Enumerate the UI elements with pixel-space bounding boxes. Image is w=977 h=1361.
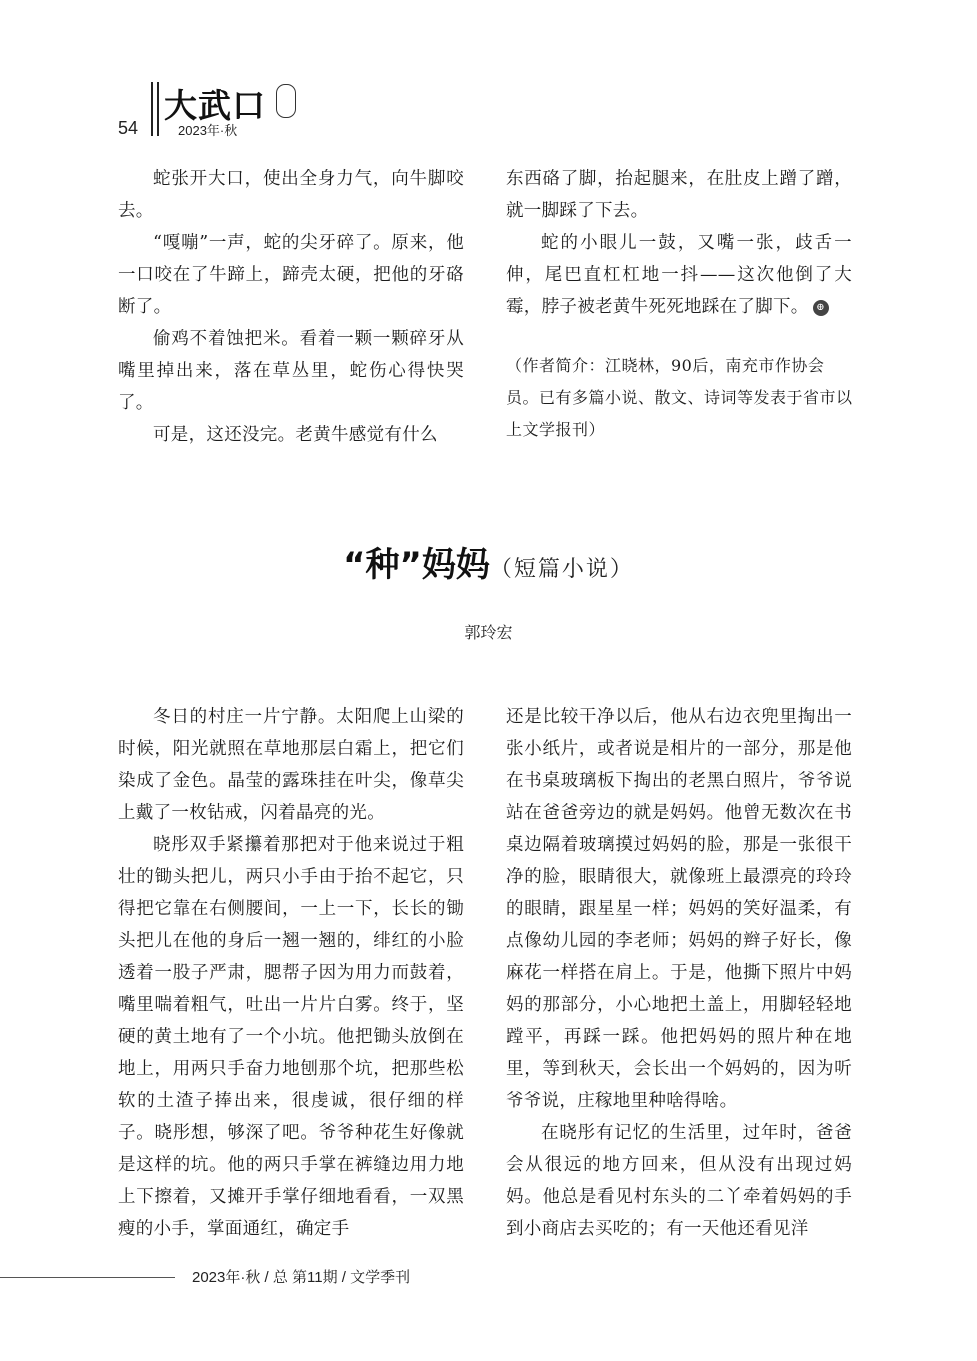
page-header <box>118 80 418 140</box>
seal-icon <box>276 84 296 118</box>
prev-story-column-left <box>118 163 464 451</box>
story-column-left <box>118 701 464 1245</box>
paragraph: 偷鸡不着蚀把米。看着一颗一颗碎牙从嘴里掉出来，落在草丛里，蛇伤心得快哭了。 <box>118 329 464 413</box>
story-author: 郭玲宏 <box>464 623 513 642</box>
page-footer: 2023年·秋 / 总 第11期 / 文学季刊 <box>192 1269 411 1286</box>
magazine-title: 大武口 <box>164 86 266 125</box>
paragraph: 蛇张开大口，使出全身力气，向牛脚咬去。 <box>118 169 464 221</box>
paragraph-text: 蛇的小眼儿一鼓，又嘴一张，歧舌一伸，尾巴直杠杠地一抖——这次他倒了大霉，脖子被老黄牛死死地踩在了脚下。 <box>506 233 852 317</box>
story-title-main: “种”妈妈 <box>343 545 490 585</box>
paragraph: 在晓彤有记忆的生活里，过年时，爸爸会从很远的地方回来，但从没有出现过妈妈。他总是看见村东头的二丫牵着妈妈的手到小商店去买吃的；有一天他还看见洋 <box>506 1123 852 1239</box>
paragraph: “嘎嘣”一声，蛇的尖牙碎了。原来，他一口咬在了牛蹄上，蹄壳太硬，把他的牙硌断了。 <box>118 233 464 317</box>
paragraph: 可是，这还没完。老黄牛感觉有什么 <box>153 425 438 445</box>
author-bio: （作者简介：江晓林，90后，南充市作协会员。已有多篇小说、散文、诗词等发表于省市以上文学报刊） <box>506 356 853 439</box>
paragraph: 晓彤双手紧攥着那把对于他来说过于粗壮的锄头把儿，两只小手由于抬不起它，只得把它靠在右侧腰间，一上一下，长长的锄头把儿在他的身后一翘一翘的，绯红的小脸透着一股子严肃，腮帮子因为用力而鼓着，嘴里喘着粗气，吐出一片片白雾。终于，坚硬的黄土地有了一个小坑。他把锄头放倒在地上，用两只手奋力地刨那个坑，把那些松软的土渣子捧出来，很虔诚，很仔细的样子。晓彤想，够深了吧。爷爷种花生好像就是这样的坑。他的两只手掌在裤缝边用力地上下擦着，又摊开手掌仔细地看看，一双黑瘦的小手，掌面通红，确定手 <box>118 835 464 1239</box>
paragraph: 冬日的村庄一片宁静。太阳爬上山梁的时候，阳光就照在草地那层白霜上，把它们染成了金色。晶莹的露珠挂在叶尖，像草尖上戴了一枚钻戒，闪着晶亮的光。 <box>118 707 464 823</box>
story-title <box>0 537 977 586</box>
story-subtitle: （短篇小说） <box>489 557 634 582</box>
paragraph-continued: 东西硌了脚，抬起腿来，在肚皮上蹭了蹭，就一脚踩了下去。 <box>506 169 852 221</box>
paragraph-continued: 还是比较干净以后，他从右边衣兜里掏出一张小纸片，或者说是相片的一部分，那是他在书桌玻璃板下掏出的老黑白照片，爷爷说站在爸爸旁边的就是妈妈。他曾无数次在书桌边隔着玻璃摸过妈妈的脸，那是一张很干净的脸，眼睛很大，就像班上最漂亮的玲玲的眼睛，跟星星一样；妈妈的笑好温柔，有点像幼儿园的李老师；妈妈的辫子好长，像麻花一样搭在肩上。于是，他撕下照片中妈妈的那部分，小心地把土盖上，用脚轻轻地蹚平，再踩一踩。他把妈妈的照片种在地里，等到秋天，会长出一个妈妈的，因为听爷爷说，庄稼地里种啥得啥。 <box>506 707 852 1111</box>
end-mark-icon: ⊕ <box>813 300 829 316</box>
paragraph <box>506 227 852 323</box>
magazine-issue: 2023年·秋 <box>178 123 238 138</box>
page-number: 54 <box>118 118 139 138</box>
header-divider <box>157 82 159 136</box>
story-column-right <box>506 701 852 1245</box>
header-divider <box>151 82 153 136</box>
prev-story-column-right <box>506 163 852 323</box>
footer-rule <box>0 1277 175 1278</box>
